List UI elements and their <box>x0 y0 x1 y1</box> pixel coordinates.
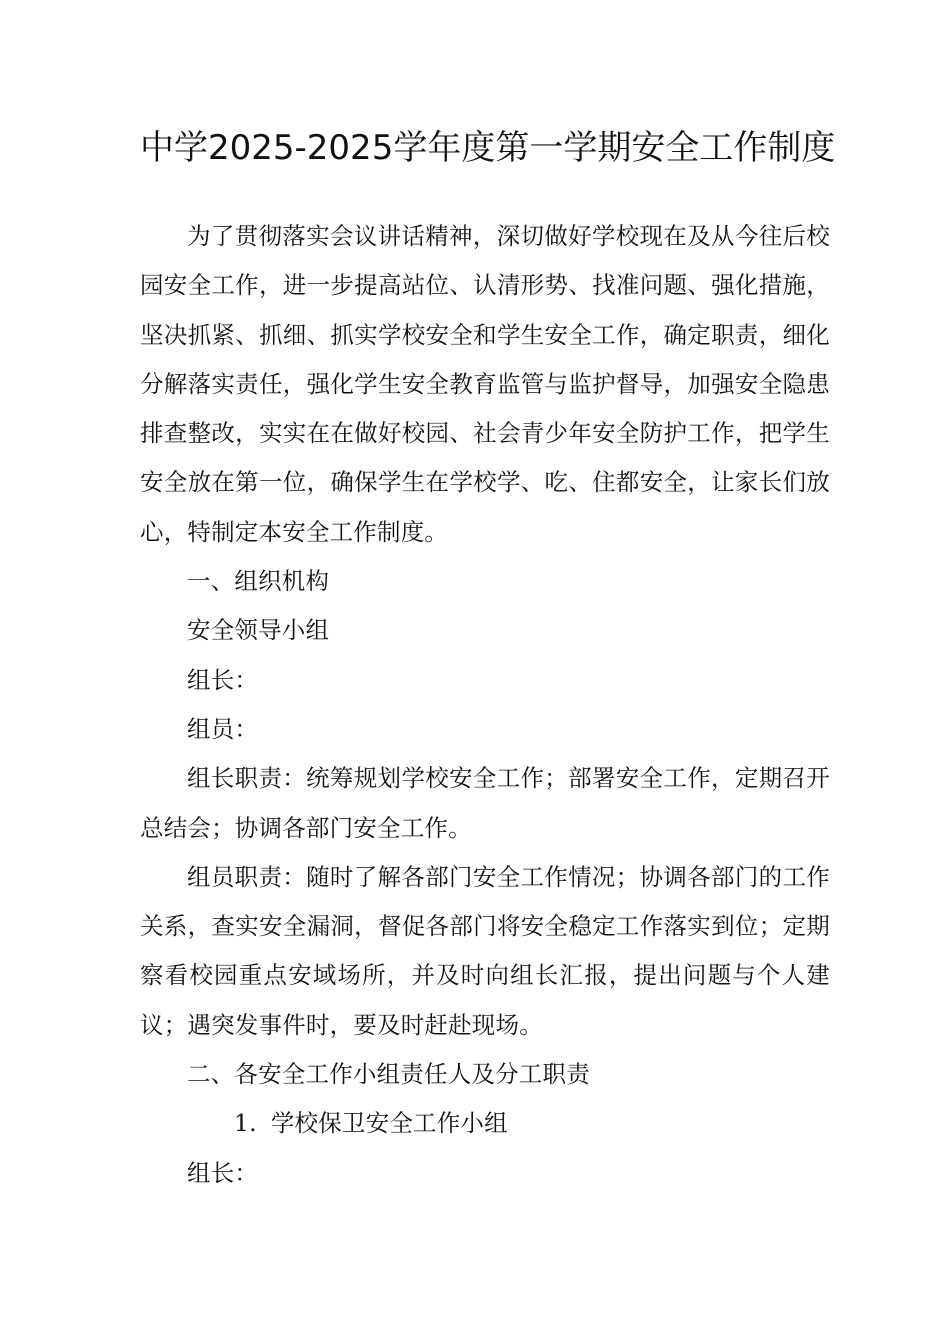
document-body <box>140 212 830 1198</box>
leader-label: 组长： <box>187 665 259 694</box>
subsection-number: 1. <box>234 1109 257 1138</box>
member-label: 组员： <box>187 714 259 743</box>
group-name: 安全领导小组 <box>187 616 330 645</box>
subsection-title: 学校保卫安全工作小组 <box>270 1109 508 1138</box>
leader-duty-paragraph: 组长职责：统筹规划学校安全工作；部署安全工作，定期召开总结会；协调各部门安全工作。 <box>140 764 830 842</box>
section-heading-organization: 一、组织机构 <box>187 567 330 596</box>
subsection-leader-label: 组长： <box>187 1158 259 1187</box>
document-title: 中学2025-2025学年度第一学期安全工作制度 <box>140 128 836 168</box>
member-duty-paragraph: 组员职责：随时了解各部门安全工作情况；协调各部门的工作关系，查实安全漏洞，督促各部门将安全稳定工作落实到位；定期察看校园重点安域场所，并及时向组长汇报，提出问题与个人建议；遇突发事件时，要及时赶赴现场。 <box>140 862 830 1039</box>
section-heading-teams: 二、各安全工作小组责任人及分工职责 <box>187 1060 590 1089</box>
intro-paragraph: 为了贯彻落实会议讲话精神，深切做好学校现在及从今往后校园安全工作，进一步提高站位、认清形势、找准问题、强化措施，坚决抓紧、抓细、抓实学校安全和学生安全工作，确定职责，细化分解落实责任，强化学生安全教育监管与监护督导，加强安全隐患排查整改，实实在在做好校园、社会青少年安全防护工作，把学生安全放在第一位，确保学生在学校学、吃、住都安全，让家长们放心，特制定本安全工作制度。 <box>140 222 830 546</box>
subsection-heading <box>140 1099 830 1148</box>
